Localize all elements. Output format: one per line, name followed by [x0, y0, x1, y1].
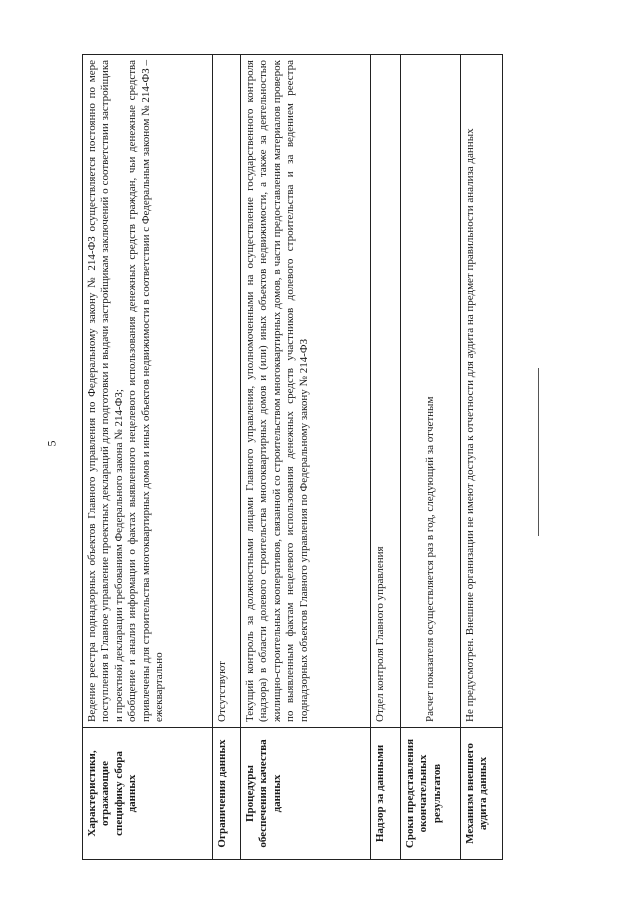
row-label: Характеристики, отражающие специфику сбора данных: [83, 728, 213, 860]
table-row-deadlines: [401, 55, 461, 860]
page-number: 5: [44, 440, 59, 447]
row-paragraph: обобщение и анализ информации о фактах выявленного нецелевого использования денежных средств граждан, чьи денежные средства привлечены для строительства многоквартирных домов и иных объектов недвижимости в соответствии с Федеральным законом № 214-ФЗ – ежеквартально: [126, 60, 166, 722]
row-value: [371, 55, 401, 728]
row-value: [241, 55, 371, 728]
row-paragraph: Текущий контроль за должностными лицами Главного управления, уполномоченными на осуществление государственного контроля (надзора) в области долевого строительства многоквартирных домов и (или) иных объектов недвижимости, а также за деятельностью жилищно-строительных кооперативов, связанной со строительством многоквартирных домов, в части предоставления материалов проверок по выявленным фактам нецелевого использования денежных средств участников долевого строительства и за ведением реестра поднадзорных объектов Главного управления по Федеральному закону № 214-ФЗ: [244, 60, 310, 722]
table-row-specifics: [83, 55, 213, 860]
row-paragraph: Расчет показателя осуществляется раз в год, следующий за отчетным: [423, 396, 436, 722]
row-paragraph: Не предусмотрен. Внешние организации не имеют доступа к отчетности для аудита на предмет правильности анализа данных: [464, 128, 476, 722]
table-row-quality: [241, 55, 371, 860]
row-value: [401, 55, 461, 728]
data-characteristics-table: [82, 54, 503, 860]
row-label: Сроки представления окончательных результатов: [401, 728, 461, 860]
table-row-supervision: [371, 55, 401, 860]
row-paragraph: Ведение реестра поднадзорных объектов Главного управления по Федеральному закону № 214-ФЗ осуществляется постоянно по мере поступления в Главное управление проектных деклараций для подготовки и выдачи застройщикам заключений о соответствии застройщика и проектной декларации требованиям Федерального закона № 214-ФЗ;: [86, 60, 125, 722]
row-paragraph: Отдел контроля Главного управления: [374, 546, 386, 722]
row-label: Процедуры обеспечения качества данных: [241, 728, 371, 860]
row-value: [83, 55, 213, 728]
table-row-audit: [461, 55, 503, 860]
row-label: Механизм внешнего аудита данных: [461, 728, 503, 860]
row-value: [461, 55, 503, 728]
divider-line: [538, 368, 539, 536]
row-label: Надзор за данными: [371, 728, 401, 860]
table-row-limitations: [213, 55, 241, 860]
row-label: Ограничения данных: [213, 728, 241, 860]
rotated-table-container: [82, 54, 502, 860]
row-paragraph: Отсутствуют: [216, 661, 228, 722]
row-value: [213, 55, 241, 728]
